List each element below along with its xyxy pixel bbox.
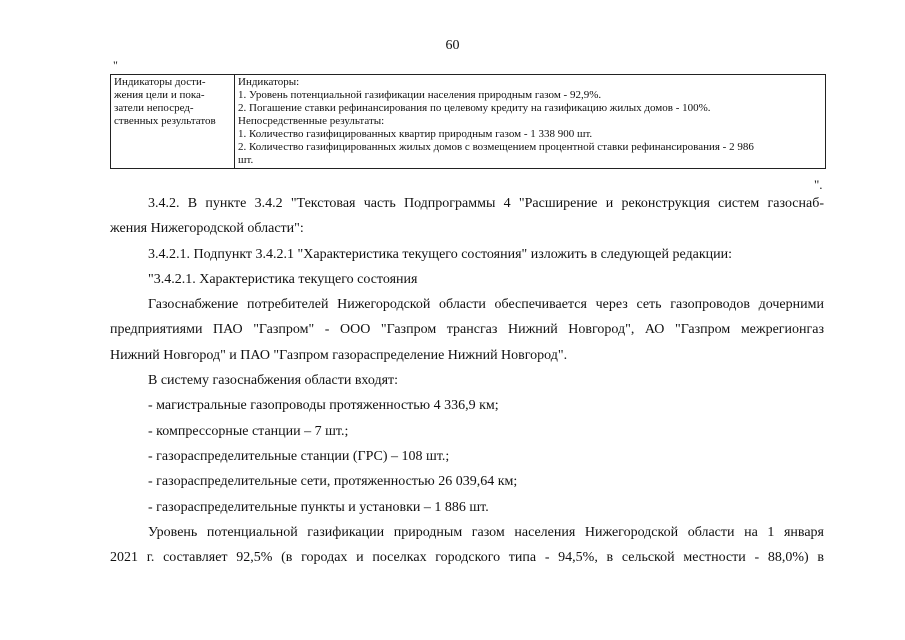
paragraph-line: В систему газоснабжения области входят: [148,373,399,389]
paragraph-line: Уровень потенциальной газификации природным газом населения Нижегородской области на 1 января [148,524,824,540]
paragraph-line: жения Нижегородской области": [110,221,304,237]
content-line: 2. Количество газифицированных жилых домов с возмещением процентной ставки рефинансирования - 2 986 [238,141,754,153]
list-item: - газораспределительные пункты и установки – 1 886 шт. [148,499,489,515]
table-content-cell [235,75,826,169]
content-line: 1. Количество газифицированных квартир природным газом - 1 338 900 шт. [238,128,593,140]
opening-quote-mark: " [113,58,118,72]
section-heading: "3.4.2.1. Характеристика текущего состояния [148,271,418,287]
list-item: - газораспределительные станции (ГРС) – 108 шт.; [148,448,450,464]
paragraph-line: 3.4.2.1. Подпункт 3.4.2.1 "Характеристика текущего состояния" изложить в следующей редакции: [148,246,732,262]
label-line: ственных результатов [114,115,216,127]
paragraph-line: 3.4.2. В пункте 3.4.2 "Текстовая часть Подпрограммы 4 "Расширение и реконструкция систем газоснаб- [148,196,824,211]
paragraph-line: Газоснабжение потребителей Нижегородской области обеспечивается через сеть газопроводов дочерними [148,297,824,313]
label-line: жения цели и пока- [114,89,205,101]
list-item: - компрессорные станции – 7 шт.; [148,423,349,439]
list-item: - газораспределительные сети, протяженностью 26 039,64 км; [148,474,518,490]
closing-quote-mark: ". [814,177,823,192]
list-item: - магистральные газопроводы протяженностью 4 336,9 км; [148,398,499,414]
content-line: 2. Погашение ставки рефинансирования по целевому кредиту на газификацию жилых домов - 100%. [238,102,711,114]
label-line: Индикаторы дости- [114,76,206,88]
document-body [110,191,824,570]
paragraph-line: 2021 г. составляет 92,5% (в городах и поселках городского типа - 94,5%, в сельской местности - 88,0%) в [110,550,824,566]
label-line: затели непосред- [114,102,194,114]
content-line: шт. [238,154,254,166]
content-line: 1. Уровень потенциальной газификации населения природным газом - 92,9%. [238,89,602,101]
content-line: Непосредственные результаты: [238,115,385,127]
paragraph-line: предприятиями ПАО "Газпром" - ООО "Газпром трансгаз Нижний Новгород", АО "Газпром межрегионгаз [110,322,824,338]
content-line: Индикаторы: [238,76,300,88]
table-label-cell [111,75,235,169]
paragraph-line: Нижний Новгород" и ПАО "Газпром газораспределение Нижний Новгород". [110,347,568,363]
page-number: 60 [445,38,460,53]
indicators-table [110,74,826,169]
table-row [111,75,826,169]
